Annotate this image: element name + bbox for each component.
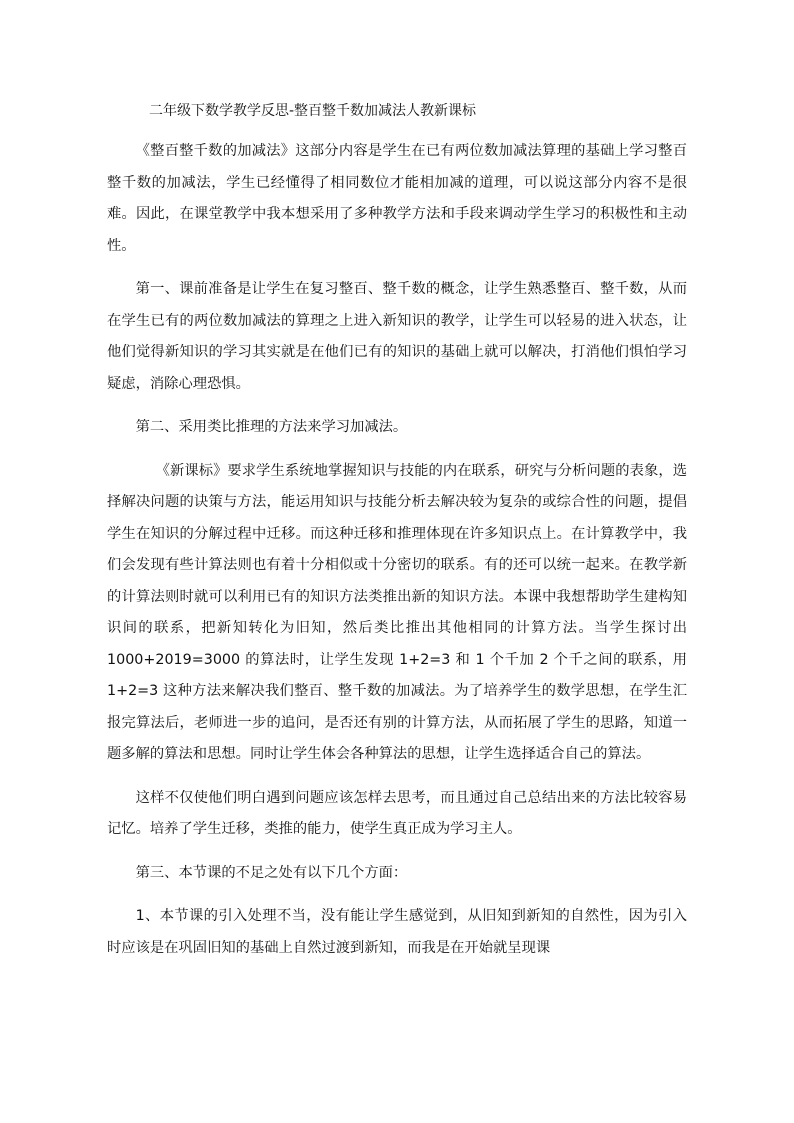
document-body — [107, 98, 687, 964]
paragraph-new-curriculum: 《新课标》要求学生系统地掌握知识与技能的内在联系，研究与分析问题的表象，选择解决问题的诀策与方法，能运用知识与技能分析去解决较为复杂的或综合性的问题，提倡学生在知识的分解过程中迁移。而这种迁移和推理体现在许多知识点上。在计算教学中，我们会发现有些计算法则也有着十分相似或十分密切的联系。有的还可以统一起来。在教学新的计算法则时就可以利用已有的知识方法类推出新的知识方法。本课中我想帮助学生建构知识间的联系，把新知转化为旧知，然后类比推出其他相同的计算方法。当学生探讨出 1000+2019=3000 的算法时，让学生发现 1+2=3 和 1 个千加 2 个千之间的联系，用 1+2=3 这种方法来解决我们整百、整千数的加减法。为了培养学生的数学思想，在学生汇报完算法后，老师进一步的追问，是否还有别的计算方法，从而拓展了学生的思路，知道一题多解的算法和思想。同时让学生体会各种算法的思想，让学生选择适合自己的算法。 — [107, 462, 687, 762]
paragraph-first-point: 第一、课前准备是让学生在复习整百、整千数的概念，让学生熟悉整百、整千数，从而在学生已有的两位数加减法的算理之上进入新知识的教学，让学生可以轻易的进入状态，让他们觉得新知识的学习其实就是在他们已有的知识的基础上就可以解决，打消他们惧怕学习疑虑，消除心理恐惧。 — [107, 281, 687, 392]
paragraph-second-point-heading: 第二、采用类比推理的方法来学习加减法。 — [135, 419, 408, 435]
paragraph-intro: 《整百整千数的加减法》这部分内容是学生在已有两位数加减法算理的基础上学习整百整千数的加减法，学生已经懂得了相同数位才能相加减的道理，可以说这部分内容不是很难。因此，在课堂教学中我本想采用了多种教学方法和手段来调动学生学习的积极性和主动性。 — [107, 143, 687, 254]
paragraph-benefits: 这样不仅使他们明白遇到问题应该怎样去思考，而且通过自己总结出来的方法比较容易记忆。培养了学生迁移，类推的能力，使学生真正成为学习主人。 — [107, 789, 687, 837]
document-title: 二年级下数学教学反思-整百整千数加减法人教新课标 — [149, 103, 477, 119]
paragraph-shortcoming-1: 1、本节课的引入处理不当，没有能让学生感觉到，从旧知到新知的自然性，因为引入时应该是在巩固旧知的基础上自然过渡到新知，而我是在开始就呈现课 — [107, 908, 687, 956]
paragraph-third-point-heading: 第三、本节课的不足之处有以下几个方面： — [135, 864, 408, 881]
